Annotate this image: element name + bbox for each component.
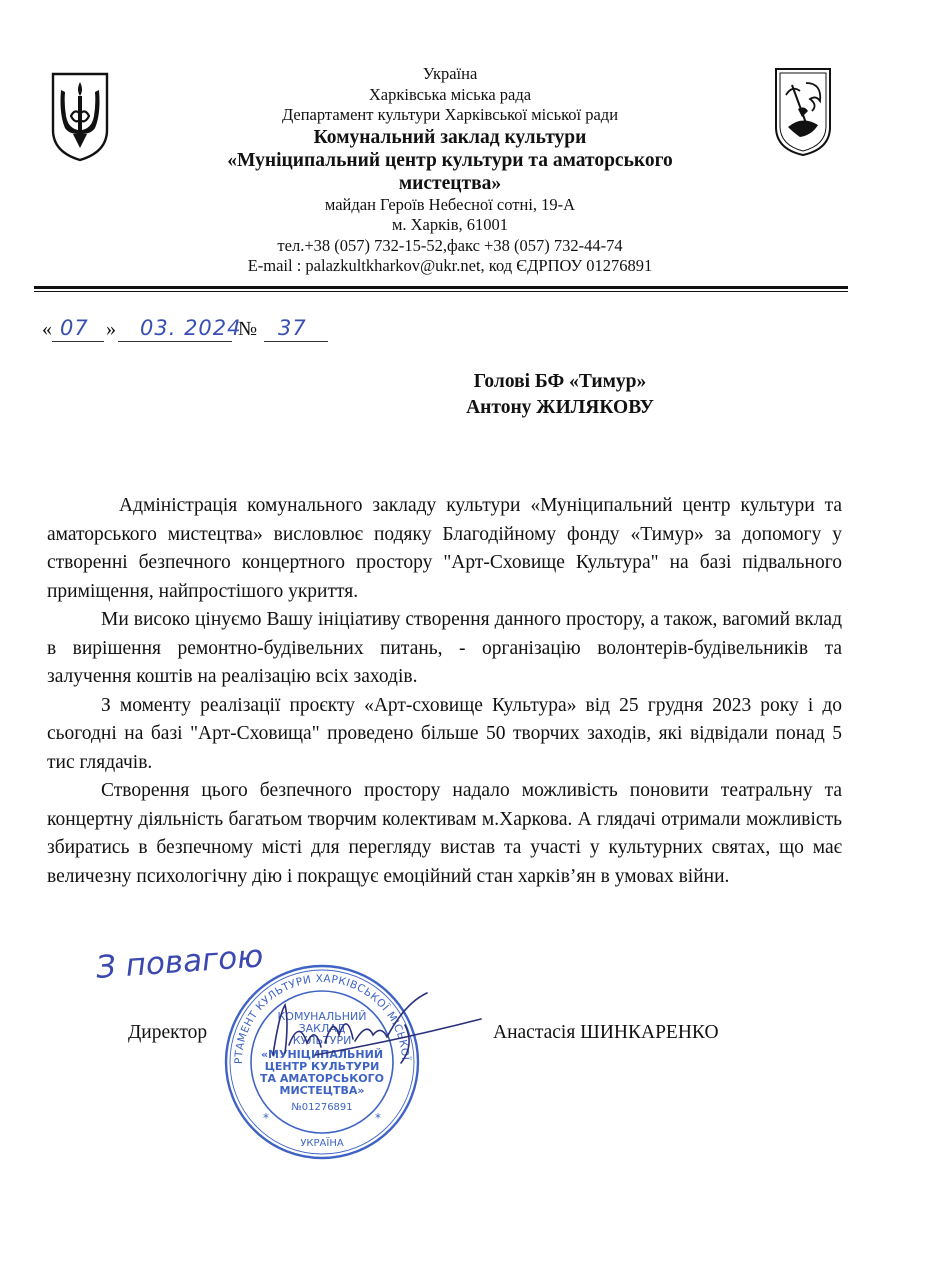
- stamp-code: №01276891: [291, 1102, 353, 1113]
- stamp-ring-top: РТАМЕНТ КУЛЬТУРИ ХАРКІВСЬКОЇ МІСЬКОЇ: [232, 972, 412, 1065]
- stamp-line-1: КОМУНАЛЬНИЙ: [277, 1010, 367, 1023]
- reference-number: 37: [278, 316, 307, 340]
- handwritten-greeting: З повагою: [94, 938, 265, 986]
- stamp-line-3: КУЛЬТУРИ: [292, 1034, 352, 1047]
- stamp-line-5: ЦЕНТР КУЛЬТУРИ: [264, 1060, 380, 1073]
- stamp-line-7: МИСТЕЦТВА»: [279, 1084, 365, 1097]
- reference-date-underline: [118, 341, 232, 342]
- letterhead-org-line-2: «Муніципальний центр культури та аматорського: [227, 149, 673, 171]
- stamp-star-left: *: [263, 1111, 269, 1125]
- stamp-line-2: ЗАКЛАД: [298, 1022, 346, 1035]
- addressee-line-1: Голові БФ «Тимур»: [473, 371, 647, 392]
- letterhead-department: Департамент культури Харківської міської ради: [281, 105, 619, 124]
- body-paragraph-1: Адміністрація комунального закладу культури «Муніципальний центр культури та аматорського мистецтва» висловлює подяку Благодійному фонду «Тимур» за допомогу у створенні безпечного концертного простору "Арт-Сховище Культура" на базі підвального приміщення, найпростішого укриття.: [47, 495, 842, 602]
- letter-body: [47, 492, 842, 891]
- letterhead: [130, 64, 770, 277]
- letterhead-council: Харківська міська рада: [368, 84, 532, 104]
- reference-number-underline: [264, 341, 328, 342]
- body-paragraph-3: З моменту реалізації проєкту «Арт-сховище Культура» від 25 грудня 2023 року і до сьогодні на базі "Арт-Сховища" проведено більше 50 творчих заходів, які відвідали понад 5 тис глядачів.: [47, 694, 842, 773]
- stamp-line-6: ТА АМАТОРСЬКОГО: [260, 1072, 384, 1085]
- reference-open-quote: «: [42, 318, 52, 340]
- stamp-line-4: «МУНІЦИПАЛЬНИЙ: [260, 1048, 384, 1061]
- letterhead-org-line-1: Комунальний заклад культури: [313, 126, 587, 148]
- body-paragraph-2: Ми високо цінуємо Вашу ініціативу створення данного простору, а також, вагомий вклад в вирішення ремонтно-будівельних питань, - організацію волонтерів-будівельників та залучення коштів на реалізацію всіх заходів.: [47, 609, 842, 687]
- ukraine-trident-emblem-icon: [47, 68, 113, 164]
- reference-number-sign: №: [238, 318, 258, 340]
- letterhead-country: Україна: [422, 64, 478, 83]
- addressee-block: [440, 369, 680, 421]
- letterhead-address-line-2: м. Харків, 61001: [391, 215, 509, 234]
- reference-date: 03. 2024: [140, 316, 242, 340]
- body-paragraph-4: Створення цього безпечного простору надало можливість поновити театральну та концертну діяльність багатьом творчим колективам м.Харкова. А глядачі отримали можливість збиратись в безпечному місті для перегляду вистав та участі у культурних святах, що має величезну психологічну дію і покращує емоційний стан харків’ян в умовах війни.: [47, 780, 842, 887]
- kharkiv-city-coat-of-arms-icon: [772, 65, 834, 159]
- addressee-line-2: Антону ЖИЛЯКОВУ: [466, 397, 654, 418]
- stamp-ring-bottom: УКРАЇНА: [300, 1138, 344, 1149]
- stamp-star-right: *: [375, 1111, 381, 1125]
- director-signature: [255, 985, 495, 1075]
- reference-close-quote: »: [106, 318, 116, 340]
- letterhead-phone: тел.+38 (057) 732-15-52,факс +38 (057) 732-44-74: [277, 235, 623, 255]
- reference-day-underline: [52, 341, 104, 342]
- letterhead-email: E-mail : palazkultkharkov@ukr.net, код ЄДРПОУ 01276891: [247, 256, 653, 275]
- letterhead-address-line-1: майдан Героїв Небесної сотні, 19-А: [324, 194, 576, 214]
- letterhead-org-line-3: мистецтва»: [398, 172, 502, 194]
- letterhead-divider-thin: [34, 291, 848, 292]
- signer-name: Анастасія ШИНКАРЕНКО: [493, 1022, 719, 1043]
- signer-position: Директор: [128, 1022, 208, 1043]
- letterhead-divider-thick: [34, 286, 848, 289]
- reference-day: 07: [60, 316, 89, 340]
